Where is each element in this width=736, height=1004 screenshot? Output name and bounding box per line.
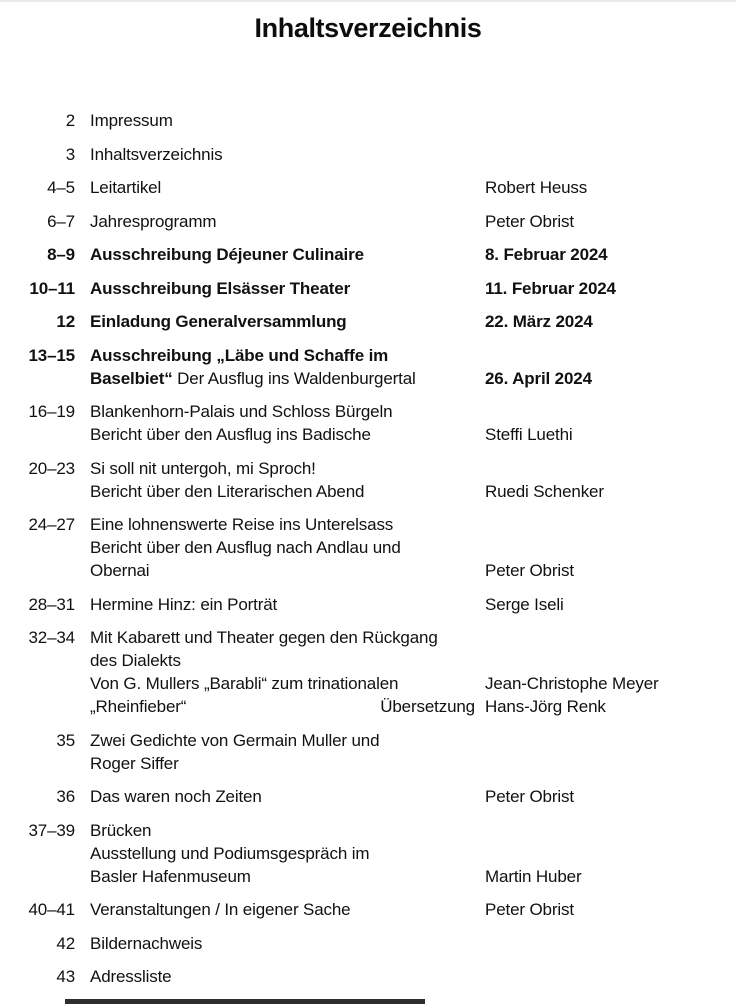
entry-title-text: Obernai: [90, 561, 150, 580]
entry-author: Peter Obrist: [485, 787, 574, 806]
entry-title-text: Ausstellung und Podiumsgespräch im: [90, 843, 370, 863]
page-number: [0, 536, 75, 559]
toc-entry-line: [0, 559, 736, 582]
page-number: 43: [56, 967, 75, 986]
entry-author: Robert Heuss: [485, 178, 588, 197]
entry-title-text: Bericht über den Literarischen Abend: [90, 481, 365, 501]
toc-entry: [0, 210, 736, 233]
entry-author: [475, 143, 736, 166]
toc-entry: [0, 932, 736, 955]
entry-title-text: Basler Hafenmuseum: [90, 866, 251, 886]
entry-title: [75, 593, 475, 616]
entry-author: [475, 109, 736, 132]
toc-entry-line: [0, 400, 736, 423]
toc-entry: [0, 344, 736, 390]
page-number: [0, 672, 75, 695]
entry-author: [475, 842, 736, 865]
entry-author: Serge Iseli: [485, 594, 564, 614]
page-number: 20–23: [28, 458, 75, 478]
entry-title: [75, 649, 475, 672]
entry-title: [75, 367, 475, 390]
entry-title-text: Mit Kabarett und Theater gegen den Rückgang: [90, 628, 438, 647]
toc-entry-line: [0, 457, 736, 480]
entry-author: [475, 536, 736, 559]
page-number: [0, 842, 75, 865]
toc-entry-line: [0, 109, 736, 132]
entry-title-bold: Ausschreibung Déjeuner Culinaire: [90, 245, 364, 264]
toc-entry-line: [0, 865, 736, 888]
page-number: 32–34: [28, 628, 75, 647]
page-number: 3: [65, 144, 75, 164]
page-number: 37–39: [28, 820, 75, 840]
page-number: 10–11: [29, 278, 75, 298]
toc-entry-line: [0, 932, 736, 955]
toc-entry: [0, 277, 736, 300]
toc-entry-line: [0, 344, 736, 367]
toc-entry: [0, 176, 736, 199]
toc-entry-line: [0, 626, 736, 649]
entry-title: [75, 842, 475, 865]
toc-entry-line: [0, 695, 736, 718]
entry-author: [475, 457, 736, 480]
toc-entry: [0, 513, 736, 582]
page-number: 2: [65, 111, 75, 130]
entry-title: [75, 965, 475, 988]
toc-entry: [0, 965, 736, 988]
entry-title: [75, 480, 475, 503]
entry-author: Martin Huber: [485, 866, 582, 886]
entry-title-text: Leitartikel: [90, 178, 162, 197]
toc-entry-line: [0, 898, 736, 921]
entry-date: 22. März 2024: [485, 312, 593, 331]
toc-entry-line: [0, 752, 736, 775]
entry-title: [75, 243, 475, 266]
page-number: 8–9: [47, 245, 75, 264]
toc-entry-line: [0, 593, 736, 616]
entry-title-bold: Baselbiet“: [90, 368, 173, 388]
entry-title: [75, 559, 475, 582]
entry-title-bold: Ausschreibung „Läbe und Schaffe im: [90, 345, 389, 365]
entry-title: [75, 672, 475, 695]
page-number: 6–7: [47, 211, 75, 231]
entry-title: [75, 752, 475, 775]
page-number: 40–41: [28, 900, 75, 919]
entry-title: [75, 865, 475, 888]
entry-title: [75, 898, 475, 921]
entry-title: [75, 143, 475, 166]
page-number: 35: [56, 730, 75, 750]
entry-author: Peter Obrist: [485, 561, 574, 580]
toc-entry-line: [0, 785, 736, 808]
entry-date: 26. April 2024: [485, 368, 592, 388]
page-number: 28–31: [28, 594, 75, 614]
toc-entry-line: [0, 423, 736, 446]
entry-title: [75, 785, 475, 808]
toc-list: [0, 109, 736, 988]
entry-title-text: Hermine Hinz: ein Porträt: [90, 594, 278, 614]
entry-title-text: Eine lohnenswerte Reise ins Unterelsass: [90, 515, 394, 534]
entry-title-right-text: Übersetzung: [380, 697, 475, 716]
entry-author: Steffi Luethi: [485, 425, 573, 444]
entry-title: [75, 819, 475, 842]
entry-title-text: Bericht über den Ausflug nach Andlau und: [90, 538, 401, 557]
entry-title: [75, 344, 475, 367]
toc-entry-line: [0, 277, 736, 300]
entry-title-text: Jahresprogramm: [90, 211, 217, 231]
entry-title-text: Impressum: [90, 111, 173, 130]
entry-title: [75, 457, 475, 480]
entry-author: Hans-Jörg Renk: [485, 697, 606, 716]
toc-entry: [0, 457, 736, 503]
toc-entry-line: [0, 965, 736, 988]
entry-title: [75, 210, 475, 233]
entry-title: [75, 536, 475, 559]
entry-author: [475, 752, 736, 775]
toc-entry-line: [0, 143, 736, 166]
entry-title-text: des Dialekts: [90, 651, 181, 670]
entry-title-text: Si soll nit untergoh, mi Sproch!: [90, 458, 316, 478]
toc-entry-line: [0, 310, 736, 333]
toc-entry-line: [0, 243, 736, 266]
page-number: [0, 695, 75, 718]
entry-title-text: Roger Siffer: [90, 753, 179, 773]
page-number: [0, 559, 75, 582]
page-number: 12: [56, 312, 75, 331]
toc-entry: [0, 310, 736, 333]
entry-author: [475, 965, 736, 988]
entry-author: Jean-Christophe Meyer: [485, 674, 659, 693]
page-number: [0, 367, 75, 390]
next-page-edge: [65, 999, 425, 1004]
toc-entry-line: [0, 367, 736, 390]
page-number: 42: [56, 933, 75, 953]
page-number: 24–27: [28, 515, 75, 534]
toc-entry: [0, 785, 736, 808]
entry-author: [475, 649, 736, 672]
toc-entry-line: [0, 210, 736, 233]
entry-title: [75, 932, 475, 955]
toc-entry-line: [0, 842, 736, 865]
toc-entry: [0, 243, 736, 266]
toc-entry: [0, 400, 736, 446]
toc-entry: [0, 109, 736, 132]
page-number: 16–19: [28, 402, 75, 421]
page-number: 36: [56, 787, 75, 806]
entry-title: [75, 109, 475, 132]
page-number: [0, 423, 75, 446]
entry-title-text: Zwei Gedichte von Germain Muller und: [90, 730, 380, 750]
page-number: [0, 752, 75, 775]
toc-entry-line: [0, 176, 736, 199]
entry-title-text: Bildernachweis: [90, 933, 203, 953]
entry-title: [75, 729, 475, 752]
entry-title: [75, 423, 475, 446]
toc-entry: [0, 143, 736, 166]
toc-entry-line: [0, 672, 736, 695]
toc-entry: [0, 819, 736, 888]
toc-entry: [0, 626, 736, 718]
entry-title-text: Adressliste: [90, 967, 172, 986]
entry-title: [75, 277, 475, 300]
entry-title-text: Der Ausflug ins Waldenburgertal: [172, 368, 416, 388]
entry-title-text: Bericht über den Ausflug ins Badische: [90, 425, 371, 444]
page-number: [0, 865, 75, 888]
entry-title: [75, 176, 475, 199]
entry-title-text: Blankenhorn-Palais und Schloss Bürgeln: [90, 402, 393, 421]
page-number: [0, 649, 75, 672]
page-number: 4–5: [47, 178, 75, 197]
entry-title-text: Das waren noch Zeiten: [90, 787, 262, 806]
entry-title: [75, 310, 475, 333]
toc-entry-line: [0, 649, 736, 672]
entry-title-bold: Einladung Generalversammlung: [90, 312, 347, 331]
entry-title-text: „Rheinfieber“: [90, 697, 187, 716]
entry-author: Peter Obrist: [485, 211, 574, 231]
entry-author: [475, 513, 736, 536]
entry-author: [475, 344, 736, 367]
toc-entry-line: [0, 819, 736, 842]
entry-title-text: Inhaltsverzeichnis: [90, 144, 223, 164]
entry-author: Ruedi Schenker: [485, 481, 604, 501]
entry-author: Peter Obrist: [485, 900, 574, 919]
toc-entry-line: [0, 729, 736, 752]
page-number: [0, 480, 75, 503]
entry-author: [475, 729, 736, 752]
toc-entry: [0, 593, 736, 616]
entry-title-text: Veranstaltungen / In eigener Sache: [90, 900, 351, 919]
toc-entry: [0, 898, 736, 921]
entry-title: [75, 400, 475, 423]
entry-date: 11. Februar 2024: [485, 278, 616, 298]
entry-title-text: Brücken: [90, 820, 152, 840]
toc-entry-line: [0, 536, 736, 559]
entry-title: [75, 695, 475, 718]
entry-author: [475, 400, 736, 423]
entry-title-bold: Ausschreibung Elsässer Theater: [90, 278, 351, 298]
entry-title: [75, 513, 475, 536]
entry-title-text: Von G. Mullers „Barabli“ zum trinationalen: [90, 674, 399, 693]
entry-date: 8. Februar 2024: [485, 245, 608, 264]
page-title: Inhaltsverzeichnis: [254, 13, 482, 43]
toc-entry-line: [0, 513, 736, 536]
entry-author: [475, 626, 736, 649]
entry-author: [475, 819, 736, 842]
page-number: 13–15: [28, 345, 75, 365]
toc-entry-line: [0, 480, 736, 503]
entry-title: [75, 626, 475, 649]
page-top-edge: [0, 0, 736, 2]
toc-entry: [0, 729, 736, 775]
entry-author: [475, 932, 736, 955]
